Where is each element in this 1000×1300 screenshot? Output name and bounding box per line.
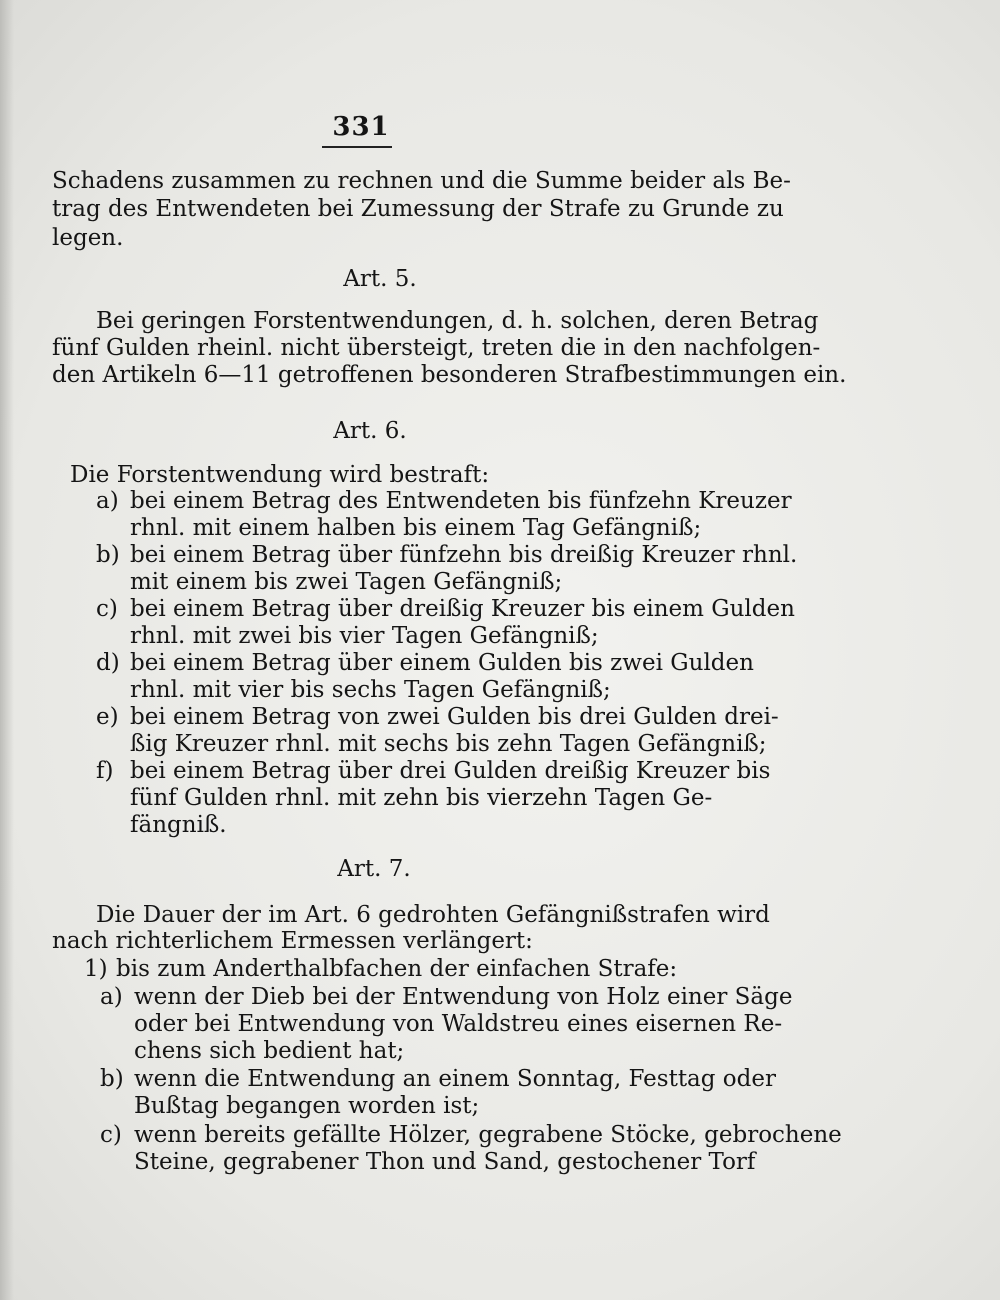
text-line: bis zum Anderthalbfachen der einfachen Strafe: (116, 956, 678, 982)
text-line: Schadens zusammen zu rechnen und die Summe beider als Be- (52, 168, 791, 194)
page-edge-shadow (0, 0, 14, 1300)
page-number-rule (322, 146, 392, 148)
text-line: bei einem Betrag über fünfzehn bis dreißig Kreuzer rhnl. (130, 542, 798, 568)
text-line: Die Dauer der im Art. 6 gedrohten Gefängnißstrafen wird (96, 902, 770, 928)
text-line: bei einem Betrag des Entwendeten bis fünfzehn Kreuzer (130, 488, 792, 514)
text-line: rhnl. mit vier bis sechs Tagen Gefängniß; (130, 677, 611, 703)
item-label: c) (100, 1122, 122, 1148)
text-line: fünf Gulden rheinl. nicht übersteigt, treten die in den nachfolgen- (52, 335, 821, 361)
text-line: trag des Entwendeten bei Zumessung der Strafe zu Grunde zu (52, 196, 784, 222)
item-label: 1) (84, 956, 108, 982)
text-line: oder bei Entwendung von Waldstreu eines eisernen Re- (134, 1011, 783, 1037)
item-label: b) (96, 542, 120, 568)
text-line: legen. (52, 225, 124, 251)
text-line: bei einem Betrag über drei Gulden dreißig Kreuzer bis (130, 758, 771, 784)
item-label: a) (96, 488, 119, 514)
text-line: ßig Kreuzer rhnl. mit sechs bis zehn Tagen Gefängniß; (130, 731, 767, 757)
text-line: nach richterlichem Ermessen verlängert: (52, 928, 533, 954)
text-line: wenn bereits gefällte Hölzer, gegrabene Stöcke, gebrochene (134, 1122, 842, 1148)
text-line: mit einem bis zwei Tagen Gefängniß; (130, 569, 563, 595)
item-label: d) (96, 650, 120, 676)
text-line: wenn der Dieb bei der Entwendung von Holz einer Säge (134, 984, 793, 1010)
text-line: rhnl. mit einem halben bis einem Tag Gefängniß; (130, 515, 702, 541)
text-line: bei einem Betrag über dreißig Kreuzer bis einem Gulden (130, 596, 795, 622)
text-line: fünf Gulden rhnl. mit zehn bis vierzehn Tagen Ge- (130, 785, 713, 811)
text-line: Bußtag begangen worden ist; (134, 1093, 480, 1119)
text-line: den Artikeln 6—11 getroffenen besonderen Strafbestimmungen ein. (52, 362, 847, 388)
item-label: c) (96, 596, 118, 622)
item-label: a) (100, 984, 123, 1010)
text-line: fängniß. (130, 812, 227, 838)
article-heading: Art. 6. (333, 418, 407, 444)
item-label: e) (96, 704, 119, 730)
text-line: chens sich bedient hat; (134, 1038, 405, 1064)
text-line: Steine, gegrabener Thon und Sand, gestochener Torf (134, 1149, 756, 1175)
text-line: bei einem Betrag über einem Gulden bis zwei Gulden (130, 650, 754, 676)
item-label: b) (100, 1066, 124, 1092)
text-line: Die Forstentwendung wird bestraft: (70, 462, 490, 488)
text-line: bei einem Betrag von zwei Gulden bis drei Gulden drei- (130, 704, 779, 730)
article-heading: Art. 5. (343, 266, 417, 292)
text-line: wenn die Entwendung an einem Sonntag, Festtag oder (134, 1066, 776, 1092)
text-line: rhnl. mit zwei bis vier Tagen Gefängniß; (130, 623, 599, 649)
article-heading: Art. 7. (337, 856, 411, 882)
text-line: Bei geringen Forstentwendungen, d. h. solchen, deren Betrag (96, 308, 819, 334)
item-label: f) (96, 758, 114, 784)
page-number: 331 (332, 112, 390, 142)
